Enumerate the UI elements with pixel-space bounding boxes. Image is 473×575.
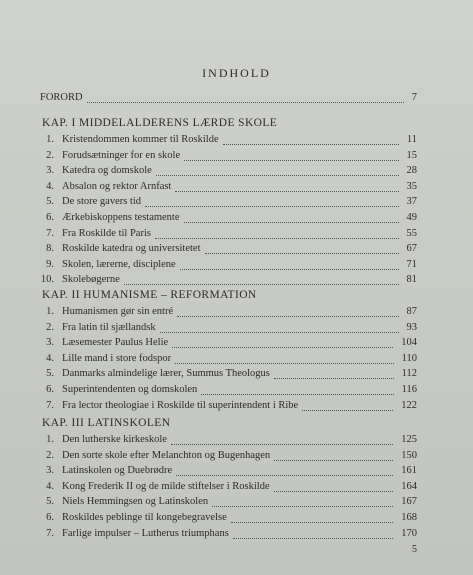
entry-page: 67 bbox=[406, 243, 417, 255]
entry-page: 150 bbox=[401, 449, 417, 461]
toc-entry bbox=[0, 463, 473, 478]
entry-title: Niels Hemmingsen og Latinskolen bbox=[62, 496, 209, 508]
entry-number: 5. bbox=[46, 368, 54, 380]
entry-number: 2. bbox=[46, 321, 54, 333]
entry-title: Superintendenten og domskolen bbox=[62, 384, 198, 395]
chapter-heading: KAP. I MIDDELALDERENS LÆRDE SKOLE bbox=[42, 117, 278, 129]
dot-leader bbox=[302, 395, 393, 411]
entry-title: Fra latin til sjællandsk bbox=[62, 321, 156, 333]
dot-leader bbox=[160, 317, 399, 333]
dot-leader bbox=[274, 476, 393, 492]
dot-leader bbox=[87, 87, 404, 103]
entry-number: 8. bbox=[46, 243, 54, 255]
entry-page: 15 bbox=[406, 149, 417, 161]
entry-number: 3. bbox=[46, 465, 54, 477]
dot-leader bbox=[223, 129, 399, 145]
entry-title: Forudsætninger for en skole bbox=[62, 149, 181, 161]
entry-number: 4. bbox=[46, 352, 54, 364]
dot-leader bbox=[184, 145, 399, 161]
chapter-heading: KAP. III LATINSKOLEN bbox=[42, 417, 171, 429]
entry-title: Kristendommen kommer til Roskilde bbox=[62, 134, 219, 145]
entry-title: Ærkebiskoppens testamente bbox=[62, 212, 180, 223]
entry-number: 9. bbox=[46, 258, 54, 270]
entry-title: Katedra og domskole bbox=[62, 165, 152, 177]
dot-leader bbox=[124, 269, 399, 285]
entry-title: Skolebøgerne bbox=[62, 274, 120, 286]
entry-title: Roskilde katedra og universitetet bbox=[62, 243, 201, 255]
entry-number: 4. bbox=[46, 180, 54, 192]
dot-leader bbox=[172, 332, 393, 348]
dot-leader bbox=[274, 363, 394, 379]
entry-title: De store gavers tid bbox=[62, 196, 142, 208]
entry-number: 1. bbox=[46, 434, 54, 445]
entry-number: 5. bbox=[46, 196, 54, 208]
dot-leader bbox=[171, 429, 393, 445]
toc-entry bbox=[0, 351, 473, 366]
page-title: INDHOLD bbox=[202, 66, 271, 80]
toc-entry bbox=[0, 526, 473, 541]
entry-number: 3. bbox=[46, 165, 54, 177]
entry-title: Kong Frederik II og de milde stiftelser i Roskilde bbox=[62, 480, 270, 492]
entry-title: Roskildes peblinge til kongebegravelse bbox=[62, 512, 227, 523]
entry-title: Den sorte skole efter Melanchton og Bugenhagen bbox=[62, 449, 271, 461]
dot-leader bbox=[233, 523, 393, 539]
page-number: 5 bbox=[412, 544, 417, 555]
entry-title: Den lutherske kirkeskole bbox=[62, 434, 167, 445]
dot-leader bbox=[201, 379, 394, 395]
entry-page: 37 bbox=[406, 196, 417, 208]
entry-page: 161 bbox=[401, 465, 417, 477]
entry-number: 7. bbox=[46, 227, 54, 239]
dot-leader bbox=[177, 301, 399, 317]
entry-number: 1. bbox=[46, 134, 54, 145]
entry-number: 1. bbox=[46, 306, 54, 317]
entry-page: 28 bbox=[406, 165, 417, 177]
entry-page: 104 bbox=[401, 337, 417, 349]
dot-leader bbox=[180, 254, 399, 270]
entry-number: 10. bbox=[40, 274, 54, 286]
entry-number: 3. bbox=[46, 337, 54, 349]
entry-number: 7. bbox=[46, 527, 54, 539]
entry-number: 6. bbox=[46, 512, 54, 523]
forord-entry bbox=[0, 90, 473, 105]
entry-page: 125 bbox=[401, 434, 417, 445]
dot-leader bbox=[184, 207, 399, 223]
entry-page: 81 bbox=[406, 274, 417, 286]
entry-page: 11 bbox=[406, 134, 417, 145]
entry-page: 35 bbox=[406, 180, 417, 192]
entry-number: 6. bbox=[46, 384, 54, 395]
entry-page: 167 bbox=[401, 496, 417, 508]
toc-entry bbox=[0, 382, 473, 397]
dot-leader bbox=[155, 223, 399, 239]
toc-entry bbox=[0, 398, 473, 413]
entry-page: 164 bbox=[401, 480, 417, 492]
toc-entry bbox=[0, 272, 473, 287]
entry-page: 55 bbox=[406, 227, 417, 239]
dot-leader bbox=[274, 445, 393, 461]
entry-page: 168 bbox=[401, 512, 417, 523]
entry-title: Absalon og rektor Arnfast bbox=[62, 180, 172, 192]
entry-page: 110 bbox=[401, 352, 417, 364]
entry-number: 5. bbox=[46, 496, 54, 508]
entry-title: Skolen, lærerne, disciplene bbox=[62, 258, 176, 270]
toc-entry bbox=[0, 432, 473, 447]
entry-page: 116 bbox=[401, 384, 417, 395]
entry-page: 7 bbox=[411, 92, 417, 103]
entry-number: 4. bbox=[46, 480, 54, 492]
entry-page: 93 bbox=[406, 321, 417, 333]
dot-leader bbox=[176, 460, 393, 476]
dot-leader bbox=[156, 160, 399, 176]
entry-title: Lille mand i store fodspor bbox=[62, 352, 172, 364]
entry-page: 87 bbox=[406, 306, 417, 317]
dot-leader bbox=[175, 348, 394, 364]
dot-leader bbox=[231, 507, 393, 523]
entry-page: 49 bbox=[406, 212, 417, 223]
entry-title: Danmarks almindelige lærer, Summus Theologus bbox=[62, 368, 270, 380]
dot-leader bbox=[175, 176, 399, 192]
entry-page: 112 bbox=[401, 368, 417, 380]
entry-title: Læsemester Paulus Helie bbox=[62, 337, 169, 349]
entry-page: 71 bbox=[406, 258, 417, 270]
dot-leader bbox=[212, 491, 393, 507]
entry-title: Fra Roskilde til Paris bbox=[62, 227, 151, 239]
chapter-heading: KAP. II HUMANISME – REFORMATION bbox=[42, 289, 257, 301]
entry-title: Fra lector theologiae i Roskilde til superintendent i Ribe bbox=[62, 399, 299, 411]
entry-title: Humanismen gør sin entré bbox=[62, 306, 174, 317]
entry-title: FORORD bbox=[40, 92, 83, 103]
entry-number: 7. bbox=[46, 399, 54, 411]
entry-number: 6. bbox=[46, 212, 54, 223]
dot-leader bbox=[205, 238, 399, 254]
entry-page: 122 bbox=[401, 399, 417, 411]
entry-page: 170 bbox=[401, 527, 417, 539]
dot-leader bbox=[145, 191, 399, 207]
entry-title: Farlige impulser – Lutherus triumphans bbox=[62, 527, 229, 539]
entry-number: 2. bbox=[46, 149, 54, 161]
entry-number: 2. bbox=[46, 449, 54, 461]
entry-title: Latinskolen og Duebrødre bbox=[62, 465, 173, 477]
